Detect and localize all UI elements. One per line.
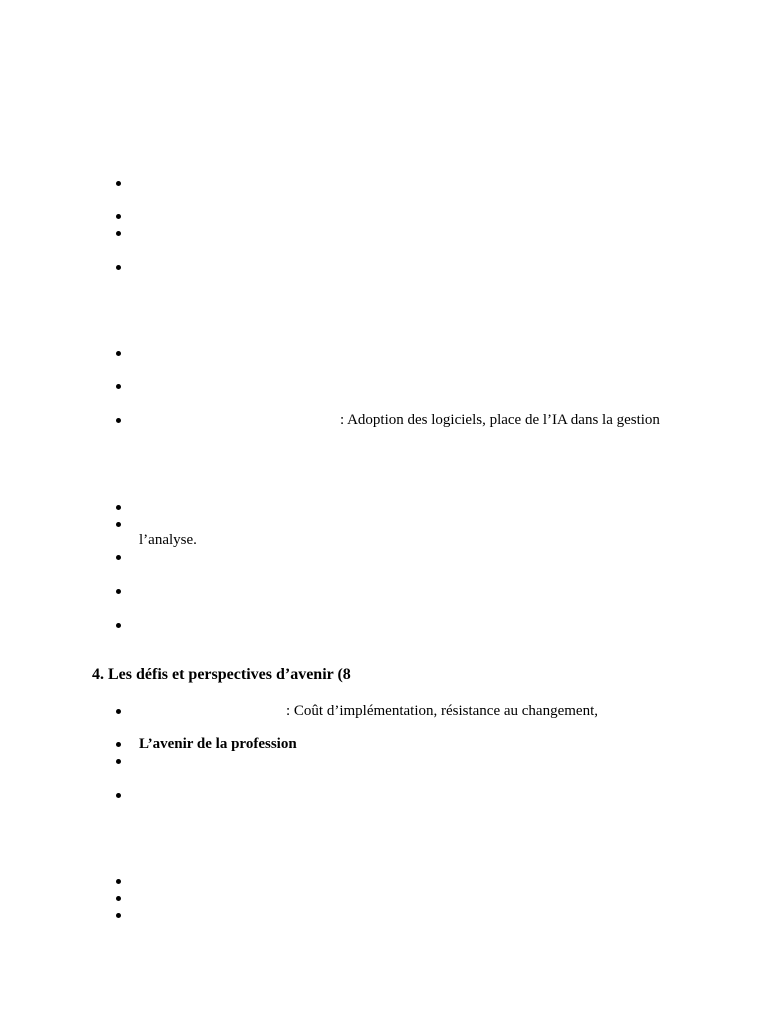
list-bullet [115, 912, 123, 920]
list-bullet [115, 504, 123, 512]
list-item-text-adoption: : Adoption des logiciels, place de l’IA dans la gestion [340, 412, 660, 428]
list-bullet [115, 350, 123, 358]
list-bullet [115, 264, 123, 272]
list-bullet [115, 417, 123, 425]
list-bullet [115, 895, 123, 903]
list-bullet [115, 521, 123, 529]
section-heading: 4. Les défis et perspectives d’avenir (8 [92, 666, 351, 683]
list-bullet [115, 180, 123, 188]
list-bullet [115, 383, 123, 391]
list-bullet [115, 708, 123, 716]
list-bullet [115, 554, 123, 562]
list-bullet [115, 230, 123, 238]
list-bullet [115, 741, 123, 749]
list-bullet [115, 758, 123, 766]
list-bullet [115, 588, 123, 596]
list-bullet [115, 622, 123, 630]
list-item-text-avenir: L’avenir de la profession [139, 736, 297, 752]
list-bullet [115, 792, 123, 800]
list-item-text-cout: : Coût d’implémentation, résistance au changement, [286, 703, 598, 719]
list-bullet [115, 213, 123, 221]
list-item-text-analyse: l’analyse. [139, 532, 197, 548]
list-bullet [115, 878, 123, 886]
